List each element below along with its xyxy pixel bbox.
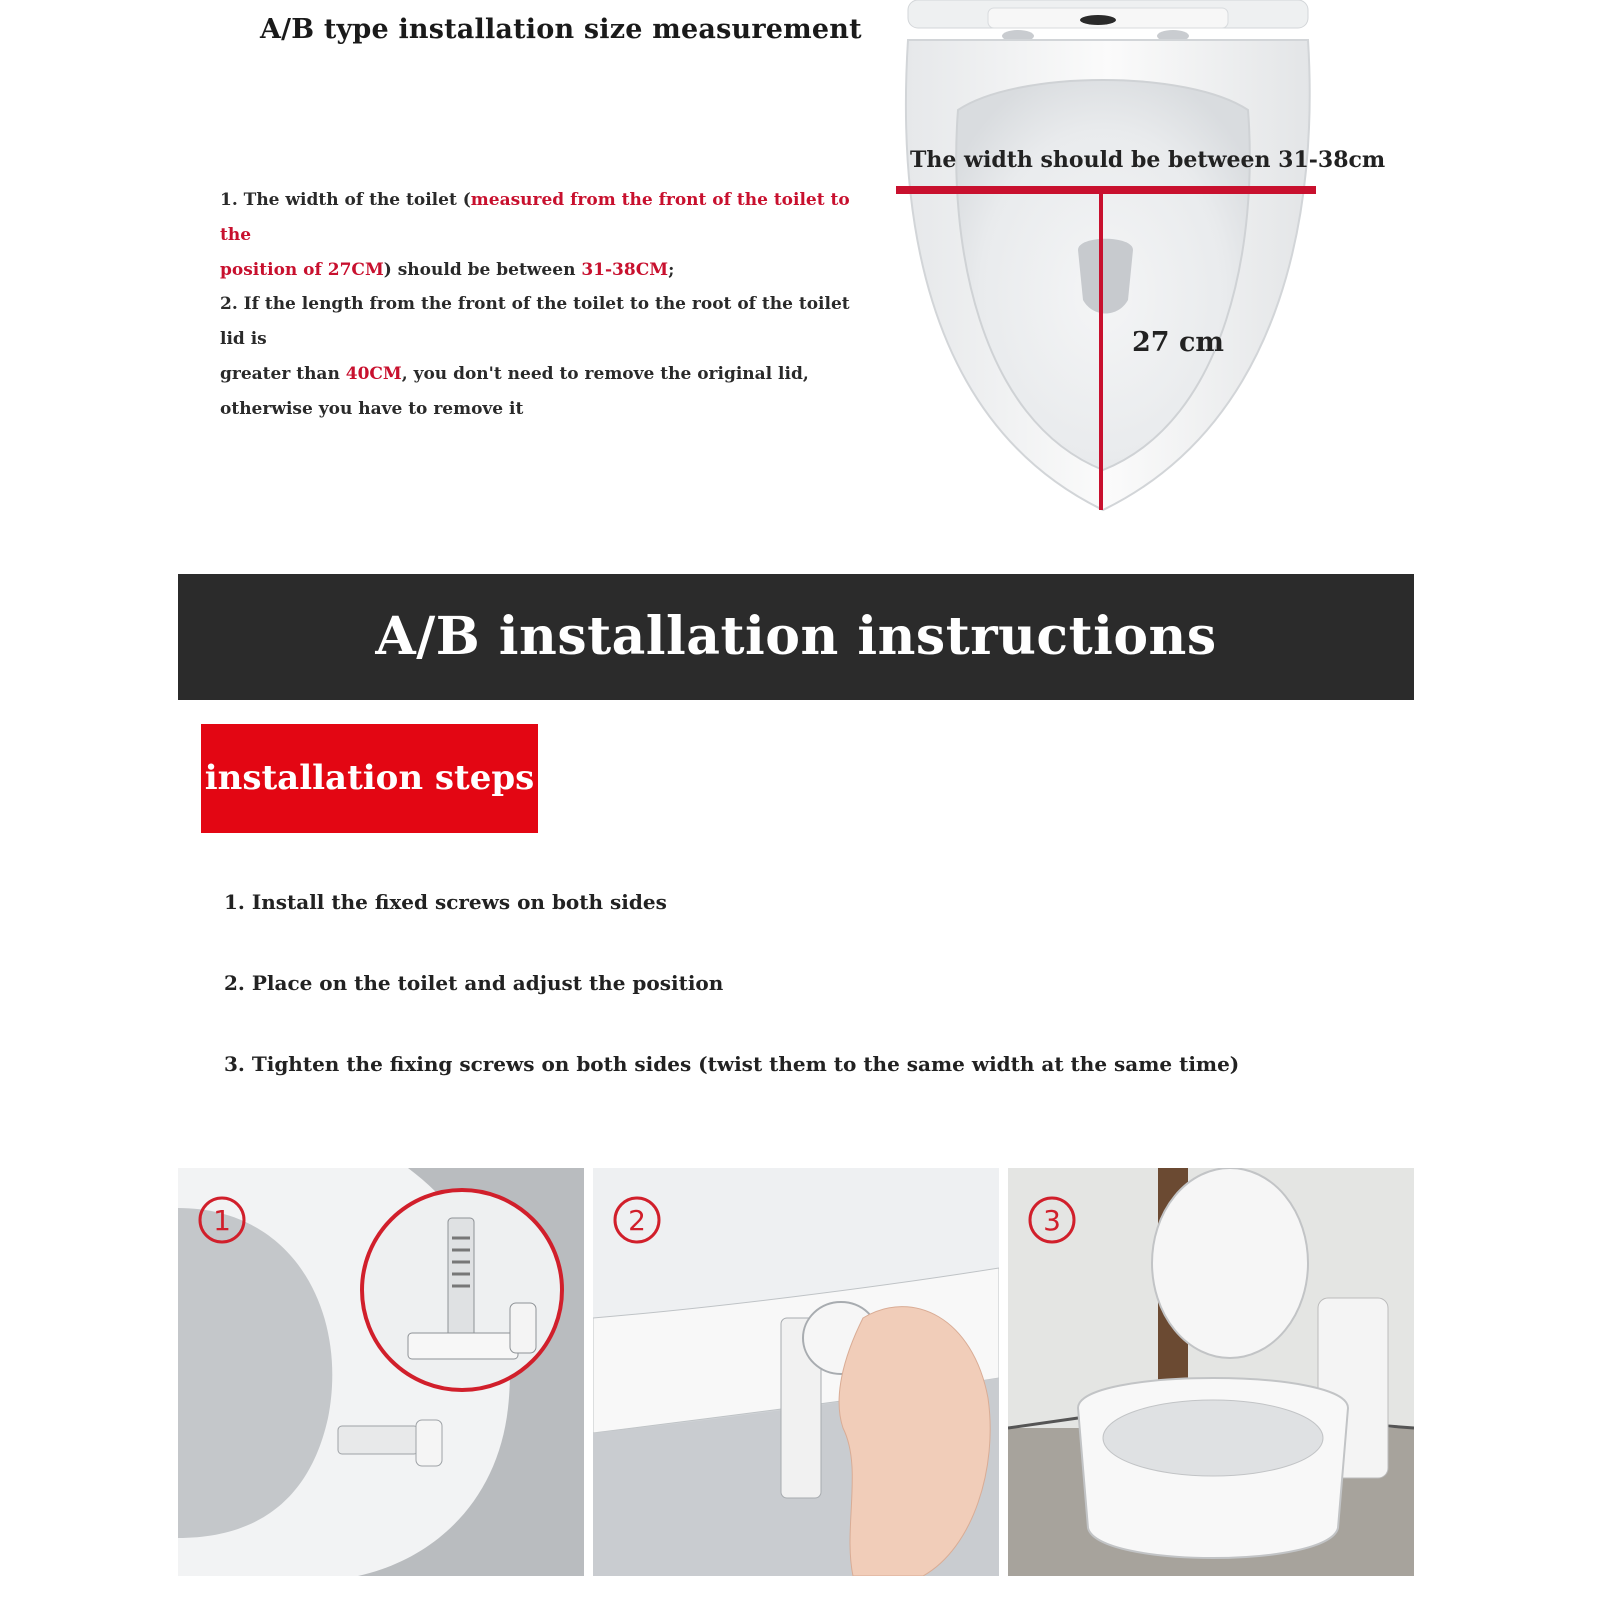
note2-line2-suffix: , you don't need to remove the original lid, xyxy=(401,364,809,384)
length-measure-line xyxy=(1099,194,1103,510)
measurement-note-2 xyxy=(220,287,870,427)
note1-highlight-line1: measured from the front of the toilet to the xyxy=(220,190,850,245)
step-3: 3. Tighten the fixing screws on both sides (twist them to the same width at the same time) xyxy=(224,1052,1240,1076)
note1-suffix: ; xyxy=(668,260,675,280)
toilet-measurement-diagram xyxy=(888,0,1358,520)
step-number-2: 2 xyxy=(628,1204,646,1237)
measurement-note-1 xyxy=(220,183,870,288)
width-label: The width should be between 31-38cm xyxy=(910,147,1386,173)
note1-range: 31-38CM xyxy=(581,260,669,280)
step-number-1: 1 xyxy=(213,1204,231,1237)
toilet-top-view-illustration xyxy=(888,0,1358,520)
step-photo-3 xyxy=(1008,1168,1414,1576)
banner-title: A/B installation instructions xyxy=(375,606,1217,667)
installation-steps-label: installation steps xyxy=(204,758,535,798)
step-2: 2. Place on the toilet and adjust the position xyxy=(224,971,724,995)
note2-line2-value: 40CM xyxy=(345,364,402,384)
width-measure-line xyxy=(896,186,1316,194)
step-1: 1. Install the fixed screws on both sides xyxy=(224,890,667,914)
step-photo-2 xyxy=(593,1168,999,1576)
instructions-banner xyxy=(178,574,1414,700)
note1-mid: ) should be between xyxy=(383,260,582,280)
note2-line2-prefix: greater than xyxy=(220,364,346,384)
measurement-title: A/B type installation size measurement xyxy=(260,14,862,45)
step-photo-1 xyxy=(178,1168,584,1576)
note1-prefix: 1. The width of the toilet ( xyxy=(220,190,471,210)
step-number-3: 3 xyxy=(1043,1204,1061,1237)
note2-line3: otherwise you have to remove it xyxy=(220,399,524,419)
note2-line1: 2. If the length from the front of the toilet to the root of the toilet lid is xyxy=(220,294,850,349)
length-label: 27 cm xyxy=(1132,327,1224,358)
installation-steps-tag xyxy=(201,724,538,833)
note1-highlight-line2: position of 27CM xyxy=(220,260,384,280)
